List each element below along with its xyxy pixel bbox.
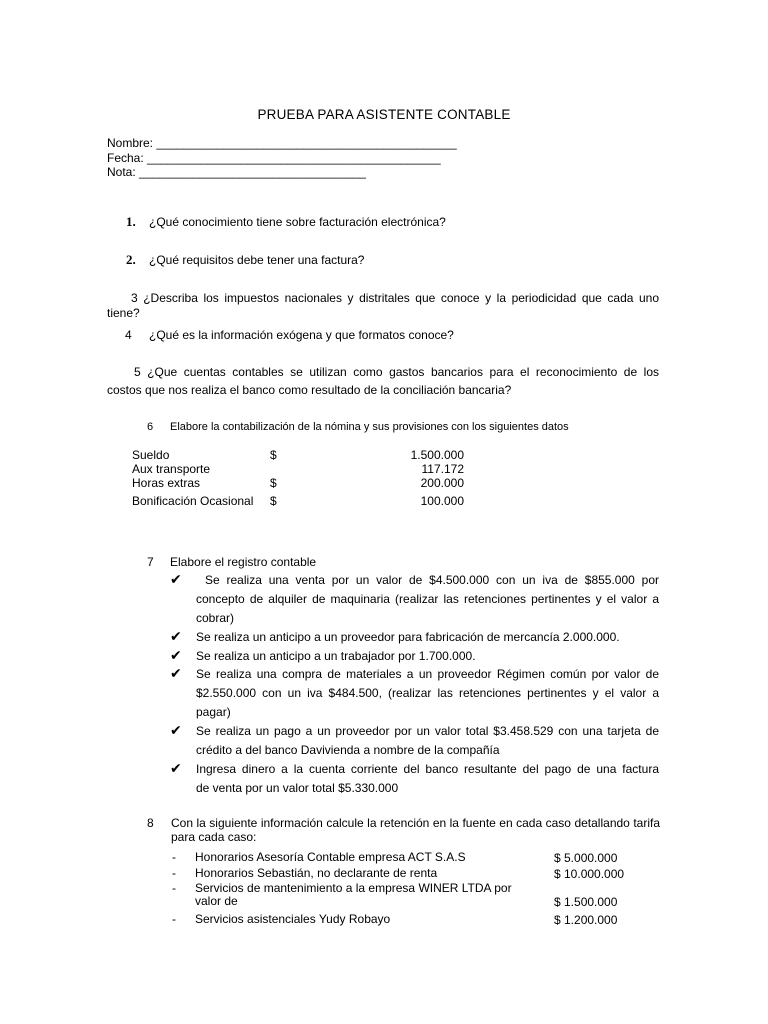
retention-item: Servicios asistenciales Yudy Robayo [195, 912, 391, 926]
question-1-text: ¿Qué conocimiento tiene sobre facturación electrónica? [149, 215, 446, 229]
payroll-label: Bonificación Ocasional [132, 494, 254, 508]
retention-item [195, 882, 512, 908]
list-item-line: de venta por un valor total $5.330.000 [196, 781, 399, 795]
list-item-line: $2.550.000 con un iva $484.500, (realizar las retenciones pertinentes y el valor a [196, 686, 659, 700]
payroll-label: Aux transporte [132, 462, 211, 476]
list-item-line: Ingresa dinero a la cuenta corriente del banco resultante del pago de una factura [196, 762, 659, 776]
dash-bullet: - [172, 850, 176, 864]
document-title: PRUEBA PARA ASISTENTE CONTABLE [257, 107, 511, 122]
list-item-line: Se realiza una venta por un valor de $4.500.000 con un iva de $855.000 por [205, 573, 659, 587]
list-item [196, 571, 659, 628]
payroll-label: Horas extras [132, 476, 201, 490]
list-item-line: concepto de alquiler de maquinaria (realizar las retenciones pertinentes y el valor a [196, 592, 659, 606]
retention-item-line: Servicios de mantenimiento a la empresa WINER LTDA por [195, 881, 512, 895]
question-7-number: 7 [147, 555, 154, 569]
list-item-line: Se realiza un anticipo a un proveedor para fabricación de mercancía 2.000.000. [196, 630, 620, 644]
question-5-line-1: 5 ¿Que cuentas contables se utilizan como gastos bancarios para el reconocimiento de los [134, 365, 659, 379]
payroll-currency: $ [270, 448, 277, 462]
question-8-line-1: Con la siguiente información calcule la retención en la fuente en cada caso detallando tarifa [171, 816, 660, 830]
check-icon: ✔ [170, 723, 182, 739]
list-item [196, 665, 659, 722]
question-2-text: ¿Qué requisitos debe tener una factura? [149, 253, 365, 267]
list-item-line: Se realiza una compra de materiales a un proveedor Régimen común por valor de [196, 667, 659, 681]
dash-bullet: - [172, 866, 176, 880]
question-6-text: Elabore la contabilización de la nómina y sus provisiones con los siguientes datos [170, 421, 569, 433]
question-3-line-1: 3 ¿Describa los impuestos nacionales y distritales que conoce y la periodicidad que cada uno [131, 291, 659, 305]
check-icon: ✔ [170, 629, 182, 645]
question-7-text: Elabore el registro contable [170, 555, 317, 569]
list-item-line: Se realiza un pago a un proveedor por un valor total $3.458.529 con una tarjeta de [196, 724, 659, 738]
name-field[interactable]: Nombre: _____________________________________________ [107, 136, 457, 150]
question-8-text [171, 816, 660, 844]
list-item-line: pagar) [196, 705, 231, 719]
question-8-number: 8 [147, 816, 154, 830]
payroll-label: Sueldo [132, 448, 170, 462]
payroll-value: 200.000 [420, 476, 464, 490]
question-5 [107, 364, 659, 399]
payroll-value: 100.000 [420, 494, 464, 508]
retention-value: $ 1.500.000 [554, 895, 618, 909]
date-field[interactable]: Fecha: ____________________________________________ [107, 151, 441, 165]
retention-item: Honorarios Asesoría Contable empresa ACT S.A.S [195, 850, 466, 864]
list-item [196, 628, 659, 647]
list-item-line: Se realiza un anticipo a un trabajador por 1.700.000. [196, 649, 476, 663]
check-icon: ✔ [170, 572, 182, 588]
retention-value: $ 1.200.000 [554, 913, 618, 927]
retention-value: $ 10.000.000 [554, 867, 625, 881]
dash-bullet: - [172, 912, 176, 926]
question-4-number: 4 [125, 328, 132, 342]
list-item [196, 722, 659, 760]
retention-value: $ 5.000.000 [554, 851, 618, 865]
list-item-line: crédito a del banco Davivienda a nombre de la compañía [196, 743, 500, 757]
question-8-line-2: para cada caso: [171, 830, 257, 844]
payroll-currency: $ [270, 476, 277, 490]
grade-field[interactable]: Nota: __________________________________ [107, 165, 366, 179]
question-6-number: 6 [147, 421, 154, 433]
check-icon: ✔ [170, 648, 182, 664]
question-3-line-2: tiene? [107, 306, 140, 320]
question-5-line-2: costos que nos realiza el banco como resultado de la conciliación bancaria? [107, 383, 512, 397]
question-1-number: 1. [126, 214, 136, 229]
question-2-number: 2. [126, 252, 136, 267]
question-3 [107, 290, 659, 322]
list-item [196, 647, 659, 666]
retention-item-line: valor de [195, 894, 238, 908]
dash-bullet: - [172, 881, 176, 895]
retention-item: Honorarios Sebastián, no declarante de renta [195, 866, 438, 880]
payroll-value: 117.172 [421, 462, 464, 476]
list-item [196, 760, 659, 798]
check-icon: ✔ [170, 666, 182, 682]
payroll-currency: $ [270, 494, 277, 508]
payroll-value: 1.500.000 [410, 448, 464, 462]
list-item-line: cobrar) [196, 611, 235, 625]
check-icon: ✔ [170, 761, 182, 777]
question-4-text: ¿Qué es la información exógena y que formatos conoce? [149, 328, 454, 342]
